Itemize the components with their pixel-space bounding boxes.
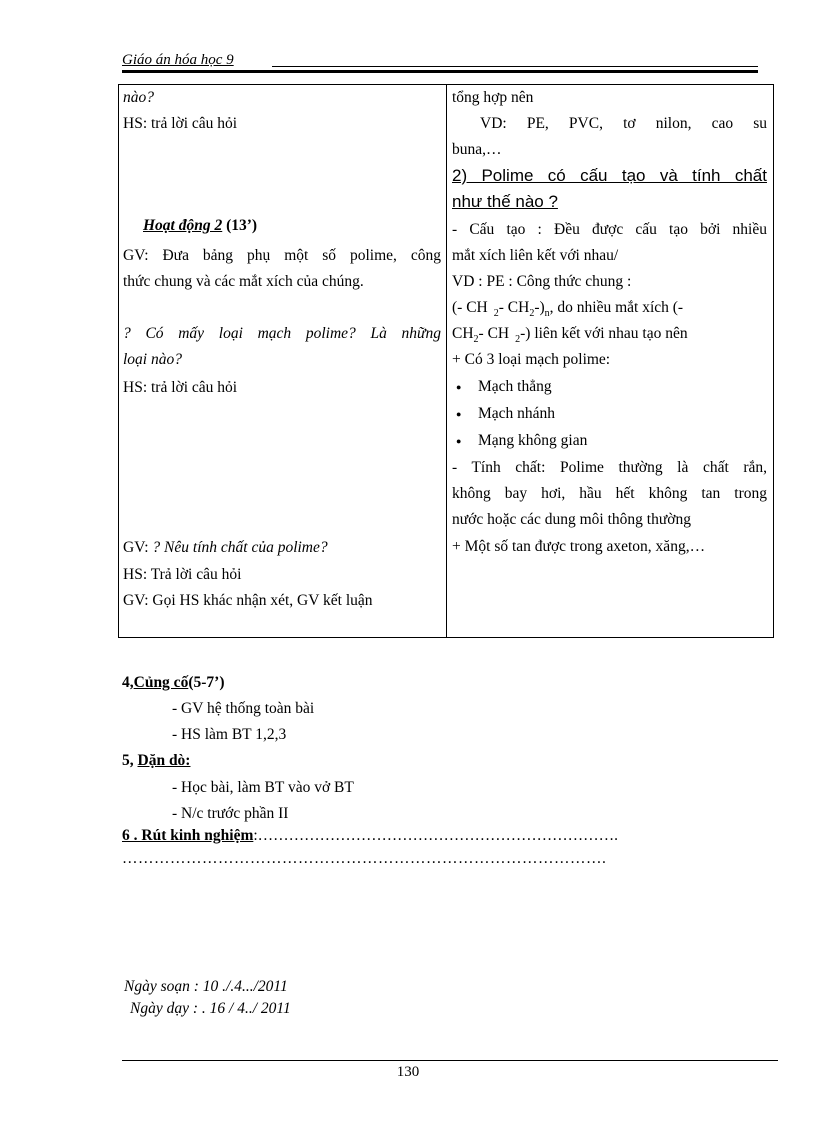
column-divider — [446, 85, 447, 637]
activity-title: Hoạt động 2 — [143, 217, 223, 234]
left-line-2: HS: trả lời câu hỏi — [123, 115, 238, 132]
formula-1-part-c: -) — [534, 299, 545, 316]
right-line-6: VD : PE : Công thức chung : — [452, 273, 632, 290]
formula-2-part-c: -) liên kết với nhau tạo nên — [520, 325, 688, 342]
right-line-5b: mắt xích liên kết với nhau/ — [452, 247, 619, 264]
bullet-item: ● Mạch thẳng — [452, 374, 767, 400]
right-line-10c: nước hoặc các dung môi thông thường — [452, 511, 691, 528]
right-line-9: + Có 3 loại mạch polime: — [452, 351, 611, 368]
right-line-3: buna,… — [452, 141, 502, 158]
left-line-7 — [123, 535, 441, 561]
section-5-item: - Học bài, làm BT vào vở BT — [172, 779, 354, 796]
section-5-heading — [122, 750, 190, 772]
left-line-8: HS: Trả lời câu hỏi — [123, 566, 242, 583]
section-heading-line-2: như thế nào ? — [452, 192, 558, 211]
lesson-table — [118, 84, 774, 638]
section-6-heading — [122, 825, 618, 847]
question-line-1: ? Có mấy loại mạch polime? Là những — [123, 325, 441, 342]
section-6-dots: :……………………………………………………………. — [253, 827, 619, 844]
footer-rule — [122, 1060, 778, 1061]
left-line-4a: GV: Đưa bảng phụ một số polime, công — [123, 247, 441, 264]
section-4-item: - HS làm BT 1,2,3 — [172, 726, 287, 743]
date-taught: Ngày dạy : . 16 / 4../ 2011 — [130, 1000, 291, 1017]
page-number: 130 — [396, 1064, 420, 1080]
formula-1-sub-1: 2 — [493, 308, 499, 320]
section-6-dots-line: ………………………………………………………………………………. — [122, 850, 607, 867]
question-line-2: loại nào? — [123, 351, 182, 368]
page-header — [122, 52, 758, 74]
left-line-9: GV: Gọi HS khác nhận xét, GV kết luận — [123, 592, 373, 609]
right-line-5a: - Cấu tạo : Đều được cấu tạo bởi nhiều — [452, 221, 767, 238]
section-5-number: 5, — [122, 752, 138, 769]
bullet-item: ● Mạch nhánh — [452, 401, 767, 427]
formula-1-part-d: , do nhiều mắt xích (- — [549, 299, 684, 316]
section-6-title: 6 . Rút kinh nghiệm — [122, 827, 254, 844]
section-4-number: 4, — [122, 674, 134, 691]
activity-time: (13’) — [222, 217, 258, 234]
left-line-1: nào? — [123, 89, 154, 106]
left-line-4b: thức chung và các mắt xích của chúng. — [123, 273, 364, 290]
right-line-10b: không bay hơi, hầu hết không tan trong — [452, 485, 767, 502]
section-4-heading — [122, 672, 224, 694]
header-title: Giáo án hóa học 9 — [122, 52, 234, 68]
header-rule-thick — [122, 70, 758, 73]
bullet-item: ● Mạng không gian — [452, 428, 767, 454]
right-line-11: + Một số tan được trong axeton, xăng,… — [452, 538, 706, 555]
section-5-item: - N/c trước phần II — [172, 805, 289, 822]
formula-2-sub-1: 2 — [473, 334, 479, 346]
right-line-1: tổng hợp nên — [452, 89, 534, 106]
formula-2-part-a: CH — [452, 325, 474, 342]
section-4-time: (5-7’) — [188, 674, 225, 691]
formula-2-part-b: - CH — [478, 325, 510, 342]
formula-1-part-b: - CH — [498, 299, 530, 316]
formula-2-sub-2: 2 — [515, 334, 521, 346]
gv-question: ? Nêu tính chất của polime? — [152, 539, 328, 556]
date-prepared: Ngày soạn : 10 ./.4.../2011 — [124, 978, 288, 995]
formula-1-sub-2: 2 — [529, 308, 535, 320]
activity-heading — [143, 213, 441, 239]
section-5-title: Dặn dò: — [137, 752, 191, 769]
formula-1-sub-3: n — [544, 308, 550, 320]
section-heading-line-1: 2) Polime có cấu tạo và tính chất — [452, 166, 767, 185]
section-4-title: Củng cố — [133, 674, 189, 691]
section-4-item: - GV hệ thống toàn bài — [172, 700, 315, 717]
left-line-6: HS: trả lời câu hỏi — [123, 379, 238, 396]
right-line-10a: - Tính chất: Polime thường là chất rắn, — [452, 459, 767, 476]
gv-prefix: GV: — [123, 539, 153, 556]
right-line-2: VD: PE, PVC, tơ nilon, cao su — [480, 115, 767, 132]
formula-1-part-a: (- CH — [452, 299, 488, 316]
header-rule-thin — [272, 66, 758, 67]
